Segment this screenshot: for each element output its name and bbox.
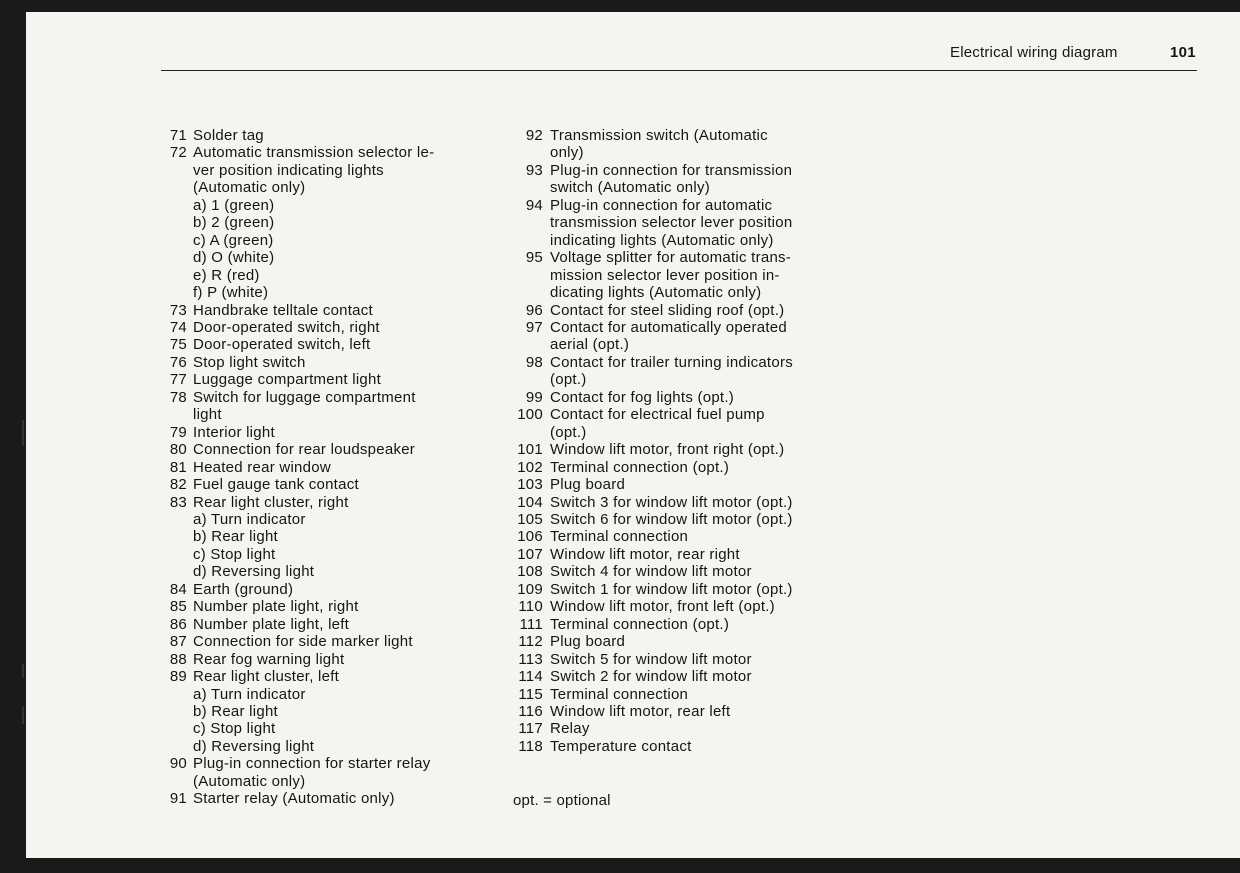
legend-line: b) Rear light <box>193 702 278 720</box>
legend-line: Contact for automatically operated <box>550 318 787 336</box>
legend-description <box>509 197 849 249</box>
legend-number: 116 <box>518 702 543 720</box>
legend-number: 91 <box>169 790 187 808</box>
legend-line: Plug board <box>550 633 626 651</box>
legend-description <box>161 302 501 319</box>
legend-entry <box>509 389 849 406</box>
legend-line: Connection for rear loudspeaker <box>193 441 416 459</box>
legend-description <box>161 616 501 633</box>
legend-number: 118 <box>518 737 543 755</box>
legend-number: 81 <box>169 458 187 476</box>
legend-line: Switch 5 for window lift motor <box>550 650 752 668</box>
legend-description <box>509 354 849 389</box>
legend-line: e) R (red) <box>193 266 260 284</box>
legend-entry <box>161 755 501 790</box>
legend-number: 88 <box>169 650 187 668</box>
legend-entry <box>509 686 849 703</box>
legend-description <box>161 494 501 581</box>
legend-number: 78 <box>169 388 187 406</box>
legend-description <box>509 476 849 493</box>
legend-description <box>509 528 849 545</box>
legend-entry <box>509 703 849 720</box>
legend-description <box>161 668 501 755</box>
header-rule <box>161 70 1197 71</box>
legend-entry <box>509 249 849 301</box>
legend-description <box>509 459 849 476</box>
legend-description <box>161 598 501 615</box>
legend-entry <box>161 144 501 301</box>
legend-line: dicating lights (Automatic only) <box>550 284 762 302</box>
legend-number: 103 <box>517 476 543 494</box>
legend-entry <box>509 127 849 162</box>
legend-number: 114 <box>518 668 543 686</box>
legend-line: light <box>193 406 222 424</box>
legend-number: 76 <box>169 353 187 371</box>
legend-description <box>509 738 849 755</box>
legend-entry <box>509 494 849 511</box>
legend-line: b) Rear light <box>193 528 278 546</box>
legend-number: 110 <box>518 598 543 616</box>
legend-number: 102 <box>517 458 543 476</box>
legend-description <box>509 703 849 720</box>
legend-description <box>161 424 501 441</box>
legend-number: 79 <box>169 423 187 441</box>
legend-number: 112 <box>518 633 543 651</box>
legend-line: mission selector lever position in- <box>550 266 780 284</box>
legend-line: Stop light switch <box>193 353 306 371</box>
legend-line: Switch 4 for window lift motor <box>550 563 752 581</box>
legend-line: Switch 1 for window lift motor (opt.) <box>550 580 793 598</box>
legend-line: ver position indicating lights <box>193 161 384 179</box>
legend-entry <box>509 633 849 650</box>
legend-entry <box>161 633 501 650</box>
legend-line: Plug-in connection for starter relay <box>193 755 431 773</box>
legend-number: 115 <box>518 685 543 703</box>
legend-entry <box>509 598 849 615</box>
legend-description <box>161 319 501 336</box>
legend-number: 99 <box>525 388 543 406</box>
legend-entry <box>509 441 849 458</box>
legend-description <box>509 441 849 458</box>
legend-line: Terminal connection (opt.) <box>550 615 730 633</box>
legend-entry <box>509 406 849 441</box>
legend-line: Switch 3 for window lift motor (opt.) <box>550 493 793 511</box>
legend-entry <box>161 441 501 458</box>
legend-entry <box>509 668 849 685</box>
legend-description <box>509 406 849 441</box>
legend-entry <box>509 563 849 580</box>
legend-entry <box>161 336 501 353</box>
legend-number: 90 <box>169 755 187 773</box>
legend-number: 106 <box>517 528 543 546</box>
legend-entry <box>509 302 849 319</box>
legend-line: Interior light <box>193 423 275 441</box>
legend-entry <box>509 616 849 633</box>
legend-number: 89 <box>169 668 187 686</box>
legend-description <box>509 563 849 580</box>
legend-description <box>509 651 849 668</box>
legend-line: Rear light cluster, right <box>193 493 349 511</box>
legend-description <box>161 459 501 476</box>
legend-number: 93 <box>525 161 543 179</box>
legend-line: Handbrake telltale contact <box>193 301 373 319</box>
legend-line: d) Reversing light <box>193 563 315 581</box>
legend-description <box>161 441 501 458</box>
legend-entry <box>161 476 501 493</box>
legend-number: 77 <box>169 371 187 389</box>
legend-description <box>161 790 501 807</box>
legend-description <box>509 319 849 354</box>
legend-line: Fuel gauge tank contact <box>193 476 359 494</box>
legend-description <box>161 755 501 790</box>
legend-entry <box>161 668 501 755</box>
legend-line: Terminal connection (opt.) <box>550 458 730 476</box>
legend-line: Plug board <box>550 476 626 494</box>
legend-number: 74 <box>169 318 187 336</box>
legend-entry <box>509 581 849 598</box>
legend-line: b) 2 (green) <box>193 214 275 232</box>
legend-line: Relay <box>550 720 590 738</box>
legend-line: switch (Automatic only) <box>550 179 710 197</box>
legend-line: Rear fog warning light <box>193 650 345 668</box>
legend-description <box>161 144 501 301</box>
legend-number: 84 <box>169 580 187 598</box>
legend-entry <box>509 162 849 197</box>
legend-entry <box>161 319 501 336</box>
legend-line: c) Stop light <box>193 545 276 563</box>
legend-description <box>509 494 849 511</box>
legend-number: 71 <box>169 127 187 144</box>
legend-line: d) O (white) <box>193 249 275 267</box>
abbreviation-note: opt. = optional <box>513 792 611 809</box>
legend-number: 75 <box>169 336 187 354</box>
legend-line: Heated rear window <box>193 458 331 476</box>
legend-description <box>509 668 849 685</box>
legend-number: 104 <box>517 493 543 511</box>
legend-entry <box>509 197 849 249</box>
legend-entry <box>161 354 501 371</box>
legend-description <box>509 616 849 633</box>
legend-number: 80 <box>169 441 187 459</box>
legend-entry <box>161 459 501 476</box>
legend-entry <box>161 581 501 598</box>
legend-number: 94 <box>525 196 543 214</box>
legend-line: d) Reversing light <box>193 737 315 755</box>
legend-entry <box>161 616 501 633</box>
legend-line: (opt.) <box>550 371 587 389</box>
legend-entry <box>161 598 501 615</box>
legend-description <box>161 371 501 388</box>
legend-entry <box>509 354 849 389</box>
legend-line: Contact for trailer turning indicators <box>550 353 793 371</box>
legend-number: 111 <box>519 615 543 633</box>
legend-line: (Automatic only) <box>193 179 306 197</box>
legend-number: 72 <box>169 144 187 162</box>
legend-line: Window lift motor, front left (opt.) <box>550 598 775 616</box>
legend-entry <box>161 127 501 144</box>
legend-entry <box>161 302 501 319</box>
legend-line: Temperature contact <box>550 737 692 755</box>
legend-number: 100 <box>517 406 543 424</box>
legend-description <box>161 127 501 144</box>
legend-line: a) Turn indicator <box>193 510 306 528</box>
legend-number: 95 <box>525 249 543 267</box>
legend-line: Rear light cluster, left <box>193 668 340 686</box>
legend-description <box>509 633 849 650</box>
legend-line: a) 1 (green) <box>193 196 275 214</box>
legend-line: aerial (opt.) <box>550 336 630 354</box>
legend-description <box>161 651 501 668</box>
legend-number: 96 <box>525 301 543 319</box>
legend-entry <box>161 790 501 807</box>
legend-line: Switch 2 for window lift motor <box>550 668 752 686</box>
legend-line: Door-operated switch, left <box>193 336 371 354</box>
legend-description <box>161 389 501 424</box>
legend-entry <box>161 494 501 581</box>
legend-line: only) <box>550 144 584 162</box>
legend-line: (opt.) <box>550 423 587 441</box>
legend-number: 86 <box>169 615 187 633</box>
legend-entry <box>509 476 849 493</box>
legend-number: 105 <box>517 510 543 528</box>
legend-number: 101 <box>517 441 543 459</box>
legend-line: Window lift motor, rear left <box>550 702 731 720</box>
legend-description <box>509 249 849 301</box>
legend-line: c) A (green) <box>193 231 274 249</box>
legend-number: 83 <box>169 493 187 511</box>
legend-entry <box>509 319 849 354</box>
legend-line: Transmission switch (Automatic <box>550 127 768 144</box>
legend-line: transmission selector lever position <box>550 214 793 232</box>
legend-description <box>509 546 849 563</box>
legend-number: 87 <box>169 633 187 651</box>
legend-number: 85 <box>169 598 187 616</box>
legend-description <box>509 162 849 197</box>
legend-number: 108 <box>517 563 543 581</box>
legend-entry <box>161 651 501 668</box>
page-number: 101 <box>1170 44 1196 61</box>
scan-mark <box>22 664 24 678</box>
legend-line: Door-operated switch, right <box>193 318 380 336</box>
legend-entry <box>161 424 501 441</box>
legend-line: f) P (white) <box>193 284 269 302</box>
legend-line: a) Turn indicator <box>193 685 306 703</box>
legend-description <box>509 720 849 737</box>
legend-number: 97 <box>525 318 543 336</box>
legend-line: Plug-in connection for transmission <box>550 161 793 179</box>
legend-entry <box>509 459 849 476</box>
legend-line: Switch 6 for window lift motor (opt.) <box>550 510 793 528</box>
legend-entry <box>161 389 501 424</box>
legend-line: Contact for fog lights (opt.) <box>550 388 734 406</box>
legend-entry <box>161 371 501 388</box>
legend-line: Luggage compartment light <box>193 371 382 389</box>
legend-entry <box>509 738 849 755</box>
legend-line: (Automatic only) <box>193 772 306 790</box>
legend-entry <box>509 651 849 668</box>
legend-line: Number plate light, right <box>193 598 359 616</box>
legend-line: Voltage splitter for automatic trans- <box>550 249 792 267</box>
legend-number: 82 <box>169 476 187 494</box>
legend-line: Number plate light, left <box>193 615 350 633</box>
legend-entry <box>509 720 849 737</box>
legend-description <box>509 389 849 406</box>
legend-description <box>161 354 501 371</box>
legend-number: 113 <box>518 650 543 668</box>
legend-entry <box>509 511 849 528</box>
legend-entry <box>509 528 849 545</box>
scan-mark <box>22 706 24 724</box>
legend-line: Terminal connection <box>550 685 689 703</box>
scan-mark <box>22 420 24 446</box>
legend-description <box>161 336 501 353</box>
legend-line: Connection for side marker light <box>193 633 413 651</box>
legend-description <box>161 476 501 493</box>
legend-line: Window lift motor, front right (opt.) <box>550 441 785 459</box>
legend-description <box>509 581 849 598</box>
legend-number: 109 <box>517 580 543 598</box>
legend-description <box>509 127 849 162</box>
legend-description <box>161 633 501 650</box>
legend-line: Terminal connection <box>550 528 689 546</box>
legend-description <box>509 686 849 703</box>
legend-description <box>509 302 849 319</box>
legend-description <box>509 598 849 615</box>
legend-line: Contact for electrical fuel pump <box>550 406 765 424</box>
legend-description <box>161 581 501 598</box>
legend-line: Plug-in connection for automatic <box>550 196 773 214</box>
legend-line: Automatic transmission selector le- <box>193 144 435 162</box>
legend-number: 117 <box>518 720 543 738</box>
legend-line: Contact for steel sliding roof (opt.) <box>550 301 785 319</box>
legend-line: Solder tag <box>193 127 264 144</box>
legend-number: 73 <box>169 301 187 319</box>
page-header-title: Electrical wiring diagram <box>950 44 1118 61</box>
legend-line: indicating lights (Automatic only) <box>550 231 774 249</box>
legend-entry <box>509 546 849 563</box>
legend-line: c) Stop light <box>193 720 276 738</box>
legend-column-left <box>161 127 501 808</box>
legend-description <box>509 511 849 528</box>
legend-number: 107 <box>517 545 543 563</box>
legend-line: Earth (ground) <box>193 580 294 598</box>
legend-line: Starter relay (Automatic only) <box>193 790 395 808</box>
legend-number: 92 <box>525 127 543 144</box>
legend-line: Window lift motor, rear right <box>550 545 740 563</box>
legend-line: Switch for luggage compartment <box>193 388 416 406</box>
legend-number: 98 <box>525 353 543 371</box>
legend-column-right <box>509 127 849 755</box>
